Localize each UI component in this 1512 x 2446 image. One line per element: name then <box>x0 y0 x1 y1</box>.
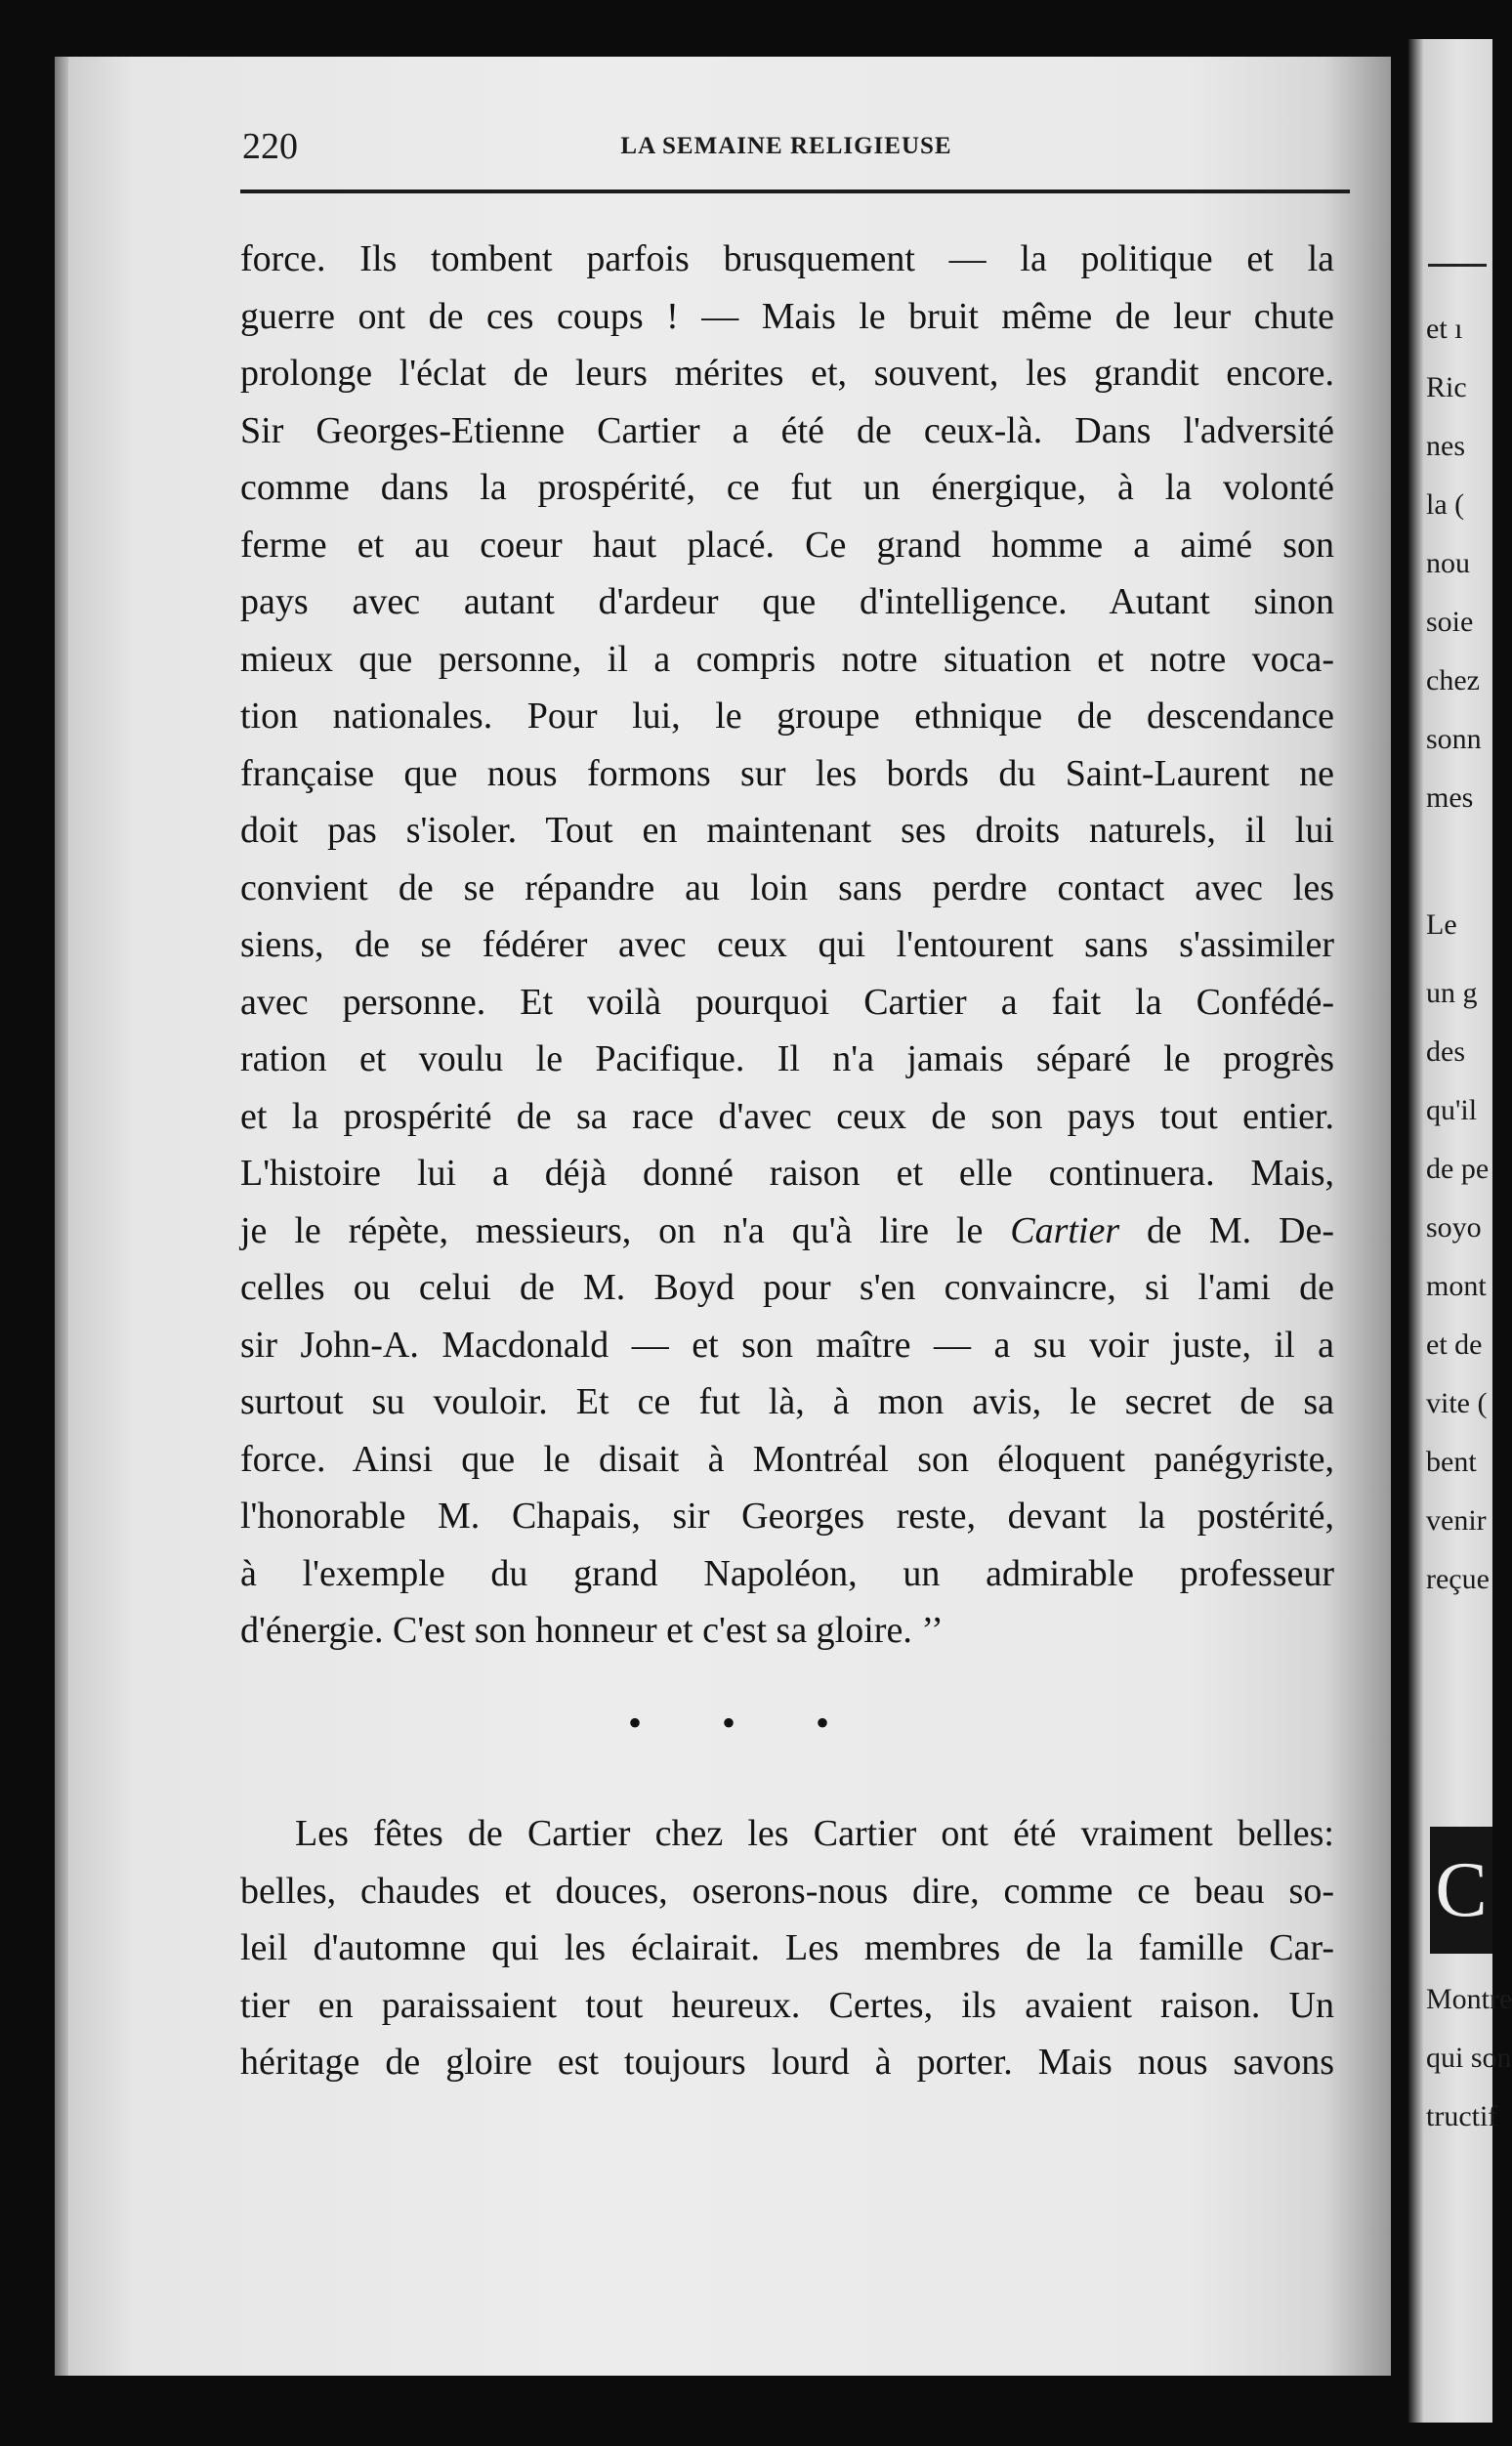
facing-text-fragment: chez <box>1426 664 1480 696</box>
facing-text-fragment: la ( <box>1426 488 1465 521</box>
text-line: avec personne. Et voilà pourquoi Cartier a fait la Confédé- <box>240 981 1334 1023</box>
text-line: sir John-A. Macdonald — et son maître — a su voir juste, il a <box>240 1324 1334 1366</box>
text-line: mieux que personne, il a compris notre situation et notre voca- <box>240 638 1334 680</box>
section-separator: • • • <box>627 1701 864 1745</box>
text-line: force. Ainsi que le disait à Montréal son éloquent panégyriste, <box>240 1438 1334 1480</box>
text-line: héritage de gloire est toujours lourd à porter. Mais nous savons <box>240 2042 1334 2083</box>
text-line: je le répète, messieurs, on n'a qu'à lire le Cartier de M. De- <box>240 1209 1334 1251</box>
facing-text-fragment: mes <box>1426 781 1474 814</box>
text-line: L'histoire lui a déjà donné raison et elle continuera. Mais, <box>240 1153 1334 1194</box>
text-line: française que nous formons sur les bords du Saint-Laurent ne <box>240 752 1334 794</box>
facing-text-fragment: vite ( <box>1426 1387 1488 1419</box>
facing-text-fragment: nou <box>1426 547 1470 579</box>
text-line: doit pas s'isoler. Tout en maintenant ses droits naturels, il lui <box>240 810 1334 851</box>
text-line: d'énergie. C'est son honneur et c'est sa gloire. ’’ <box>240 1610 944 1651</box>
second-paragraph <box>240 1805 1334 2091</box>
facing-text-fragment: Le <box>1426 908 1457 941</box>
text-line: guerre ont de ces coups ! — Mais le bruit même de leur chute <box>240 295 1334 337</box>
facing-text-fragment: mont <box>1426 1270 1487 1302</box>
text-line: comme dans la prospérité, ce fut un énergique, à la volonté <box>240 467 1334 508</box>
text-line: belles, chaudes et douces, oserons-nous dire, comme ce beau so- <box>240 1870 1334 1912</box>
text-line: à l'exemple du grand Napoléon, un admirable professeur <box>240 1552 1334 1594</box>
facing-text-fragment: Ric <box>1426 371 1467 403</box>
facing-text-fragment: qui son <box>1426 2042 1512 2074</box>
facing-text-fragment: et ı <box>1426 313 1463 345</box>
facing-text-fragment: des <box>1426 1035 1465 1068</box>
page-number: 220 <box>242 126 298 167</box>
page-header <box>234 125 1309 184</box>
facing-text-fragment: un g <box>1426 977 1478 1009</box>
facing-text-fragment: de pe <box>1426 1153 1490 1185</box>
text-line: tier en paraissaient tout heureux. Certes, ils avaient raison. Un <box>240 1984 1334 2026</box>
body-paragraph <box>240 231 1334 1660</box>
facing-text-fragment: tructif <box>1426 2100 1498 2132</box>
text-line: ration et voulu le Pacifique. Il n'a jamais séparé le progrès <box>240 1038 1334 1079</box>
header-rule <box>240 190 1350 193</box>
text-line: prolonge l'éclat de leurs mérites et, souvent, les grandit encore. <box>240 353 1334 394</box>
text-line: celles ou celui de M. Boyd pour s'en convaincre, si l'ami de <box>240 1267 1334 1308</box>
text-line: tion nationales. Pour lui, le groupe ethnique de descendance <box>240 696 1334 737</box>
facing-text-fragment: venir <box>1426 1504 1487 1537</box>
text-line: leil d'automne qui les éclairait. Les membres de la famille Car- <box>240 1927 1334 1968</box>
text-line: l'honorable M. Chapais, sir Georges reste, devant la postérité, <box>240 1496 1334 1537</box>
text-line: pays avec autant d'ardeur que d'intelligence. Autant sinon <box>240 581 1334 622</box>
facing-text-fragment: qu'il <box>1426 1094 1478 1126</box>
text-line: Les fêtes de Cartier chez les Cartier ont été vraiment belles: <box>295 1813 1334 1854</box>
facing-text-fragment: soie <box>1426 606 1474 638</box>
facing-page-edge <box>1408 39 1512 2423</box>
text-line: ferme et au coeur haut placé. Ce grand homme a aimé son <box>240 524 1334 566</box>
text-line: Sir Georges-Etienne Cartier a été de ceux-là. Dans l'adversité <box>240 409 1334 451</box>
facing-dropcap: C <box>1430 1827 1492 1954</box>
facing-page-rule <box>1428 264 1487 267</box>
facing-text-fragment: soyo <box>1426 1211 1482 1244</box>
text-line: surtout su vouloir. Et ce fut là, à mon avis, le secret de sa <box>240 1381 1334 1422</box>
facing-text-fragment: nes <box>1426 430 1465 462</box>
text-line: force. Ils tombent parfois brusquement — la politique et la <box>240 238 1334 279</box>
text-line: et la prospérité de sa race d'avec ceux de son pays tout entier. <box>240 1095 1334 1137</box>
running-head: LA SEMAINE RELIGIEUSE <box>620 133 952 159</box>
facing-text-fragment: reçue <box>1426 1563 1490 1595</box>
facing-text-fragment: Montre <box>1426 1983 1512 2015</box>
facing-text-fragment: et de <box>1426 1328 1483 1361</box>
text-line: siens, de se fédérer avec ceux qui l'entourent sans s'assimiler <box>240 924 1334 965</box>
facing-text-fragment: sonn <box>1426 723 1482 755</box>
facing-text-fragment: bent <box>1426 1446 1477 1478</box>
text-line: convient de se répandre au loin sans perdre contact avec les <box>240 866 1334 908</box>
